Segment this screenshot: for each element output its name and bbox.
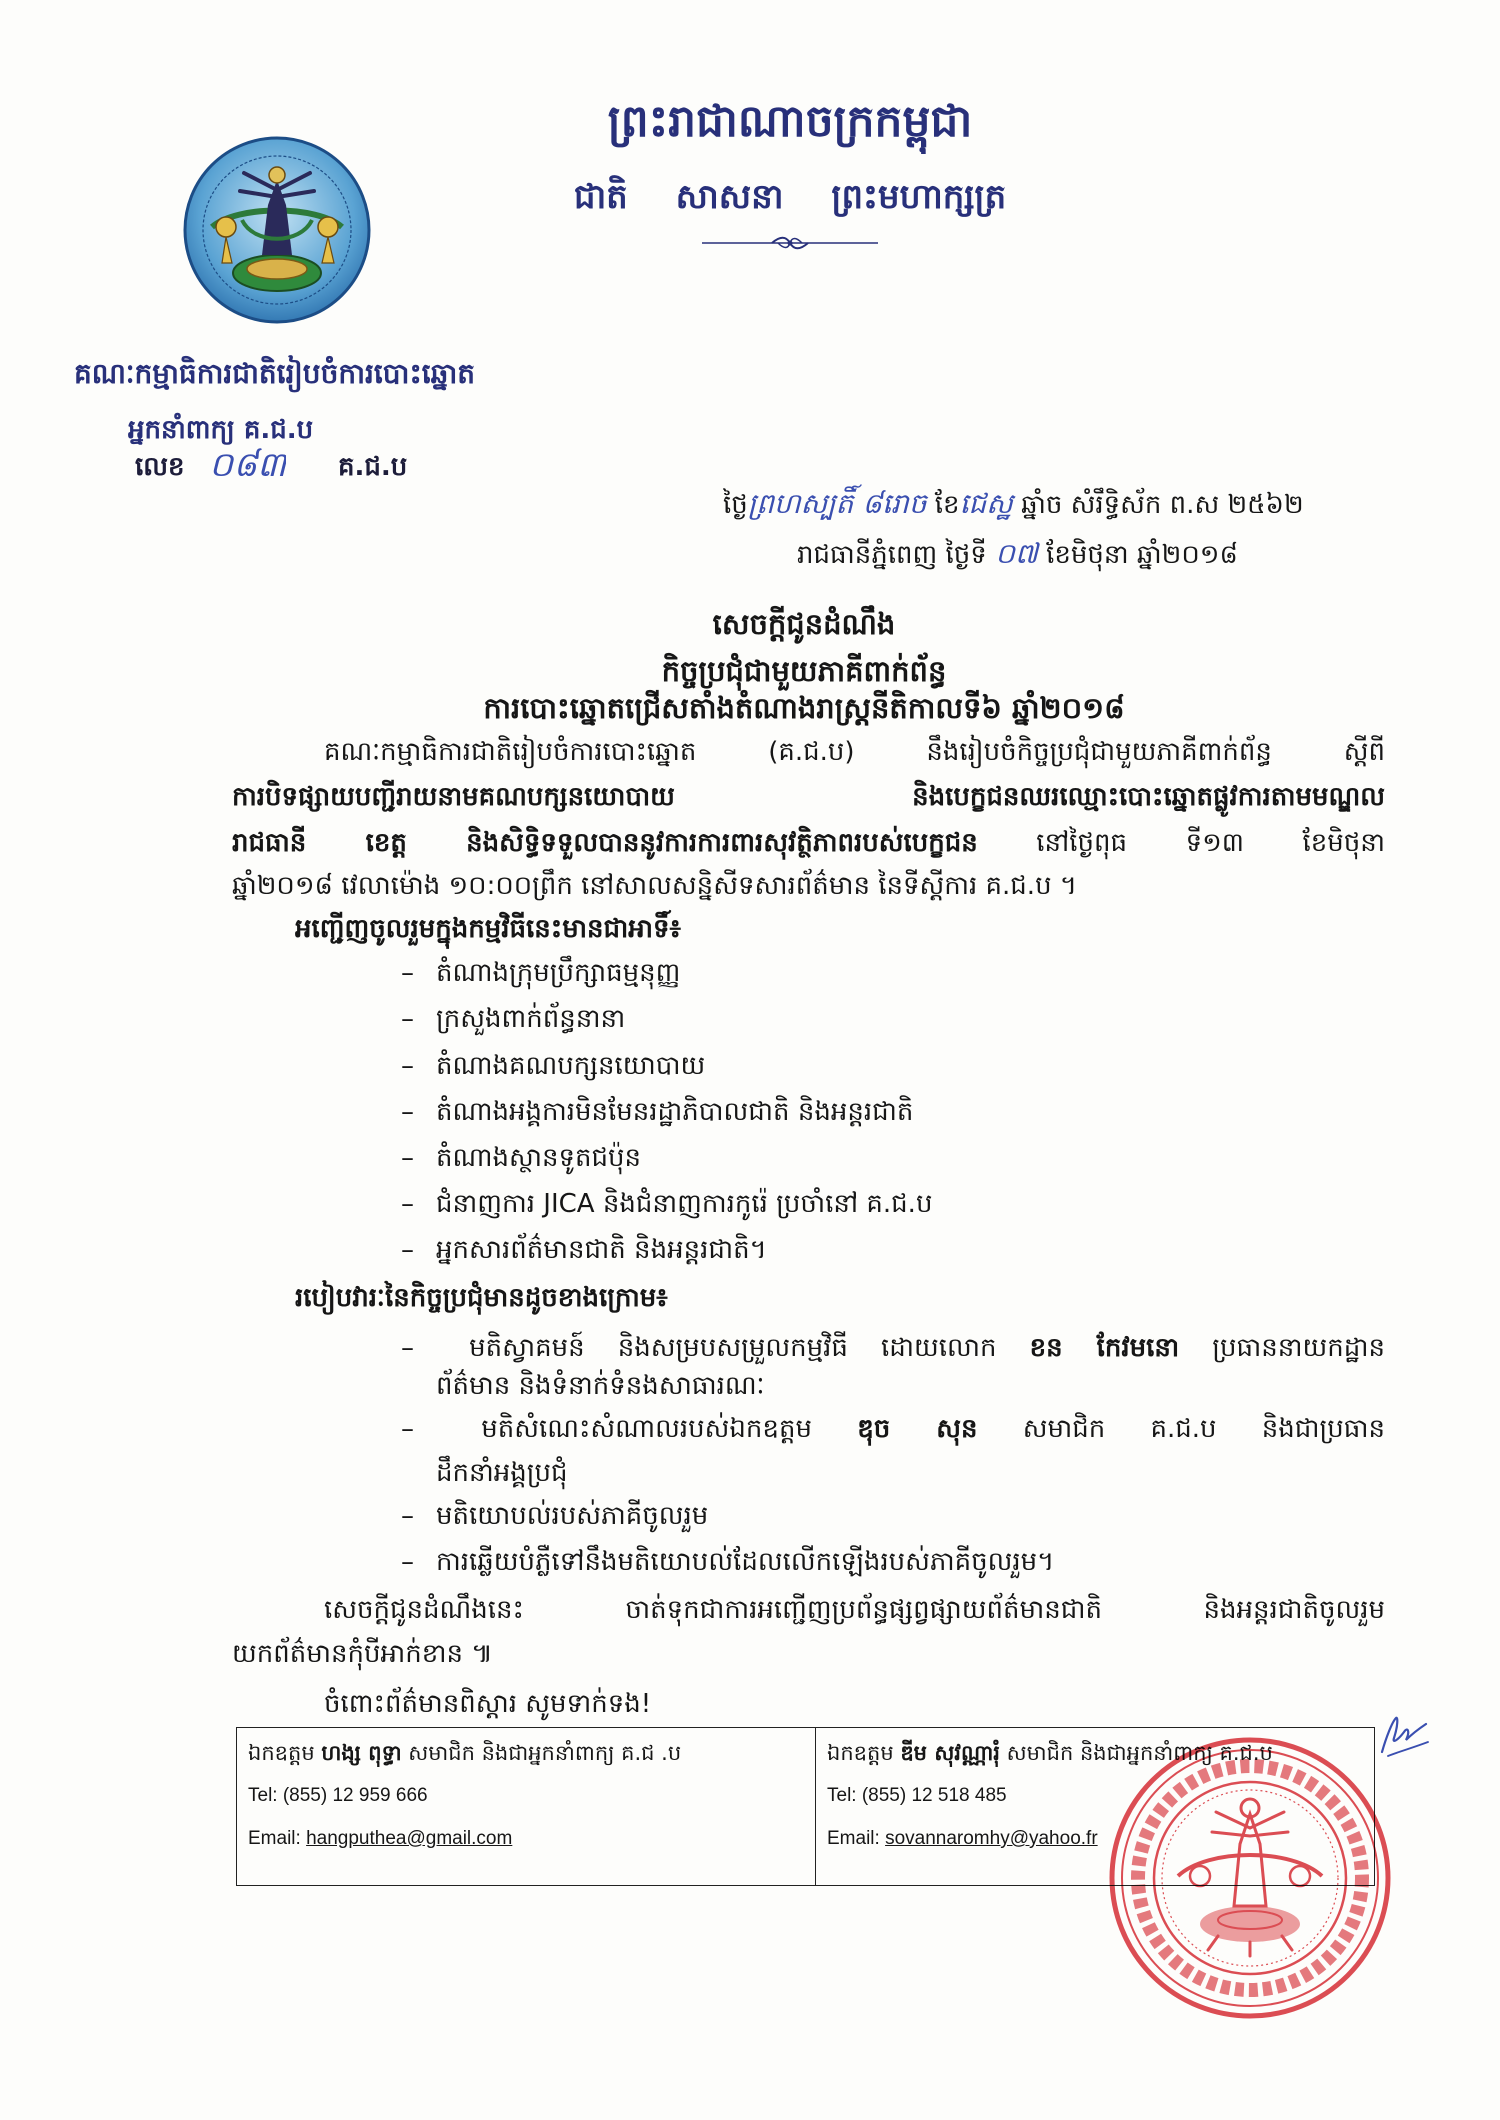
contact-note: ចំពោះព័ត៌មានពិស្តារ សូមទាក់ទង! xyxy=(324,1689,652,1719)
contact-role: សមាជិក និងជាអ្នកនាំពាក្យ គ.ជ.ប xyxy=(1006,1741,1273,1765)
agenda-item-opinions: – មតិយោបល់របស់ភាគីចូលរួម xyxy=(401,1496,1385,1536)
list-item: – តំណាងក្រុមប្រឹក្សាធម្មនុញ្ញ xyxy=(401,953,1385,993)
contact-title: ឯកឧត្តម xyxy=(248,1741,315,1765)
intro-line-1: គណៈកម្មាធិការជាតិរៀបចំការបោះឆ្នោត (គ.ជ.ប) នឹងរៀបចំកិច្ចប្រជុំជាមួយភាគីពាក់ព័ន្ធ ស្តីពី xyxy=(324,737,1385,767)
agenda-text: មតិស្វាគមន៍ និងសម្របសម្រួលកម្មវិធី ដោយលោក xyxy=(469,1333,997,1363)
contact-title: ឯកឧត្តម xyxy=(827,1741,894,1765)
kingdom-heading: ព្រះរាជាណាចក្រកម្ពុជា xyxy=(607,96,973,147)
notice-title: សេចក្តីជូនដំណឹង xyxy=(712,607,896,641)
closing-line-2: យកព័ត៌មានកុំបីអាក់ខាន ៕ xyxy=(232,1639,493,1669)
agenda-speaker-name: ខន កែវមនោ xyxy=(1029,1333,1180,1363)
agenda-text: មតិសំណេះសំណាលរបស់ឯកឧត្តម xyxy=(481,1414,812,1444)
lunar-month-handwritten: ជេស្ឋ xyxy=(959,487,1013,520)
agenda-heading: របៀបវារៈនៃកិច្ចប្រជុំមានដូចខាងក្រោម៖ xyxy=(295,1283,668,1313)
day-handwritten: ០៧ xyxy=(995,537,1038,570)
ornamental-divider xyxy=(700,234,880,252)
list-item: – តំណាងគណបក្សនយោបាយ xyxy=(401,1046,1385,1086)
list-item: – ក្រសួងពាក់ព័ន្ធនានា xyxy=(401,999,1385,1039)
election-title: ការបោះឆ្នោតជ្រើសតាំងតំណាងរាស្ត្រនីតិកាលទី៦ ឆ្នាំ២០១៨ xyxy=(483,691,1125,725)
agenda-item-remarks-continuation: ដឹកនាំអង្គប្រជុំ xyxy=(436,1458,568,1488)
spokesperson-office: អ្នកនាំពាក្យ គ.ជ.ប xyxy=(128,415,314,445)
month-year: ខែមិថុនា ឆ្នាំ២០១៨ xyxy=(1046,540,1238,570)
meeting-title: កិច្ចប្រជុំជាមួយភាគីពាក់ព័ន្ធ xyxy=(661,654,947,688)
contact-cell xyxy=(237,1728,816,1885)
agenda-text: សមាជិក គ.ជ.ប និងជាប្រធាន xyxy=(1022,1414,1385,1444)
solar-date-line xyxy=(797,534,1357,574)
official-seal-stamp xyxy=(1108,1736,1392,2020)
lunar-day-label: ថ្ងៃ xyxy=(723,490,748,520)
list-item: – តំណាងស្ថានទូតជប៉ុន xyxy=(401,1138,1385,1178)
lunar-month-label: ខែ xyxy=(934,490,960,520)
contact-role: សមាជិក និងជាអ្នកនាំពាក្យ គ.ជ .ប xyxy=(408,1741,682,1765)
contact-name: ឌីម សុវណ្ណារុំ xyxy=(900,1741,1000,1765)
place-label: រាជធានីភ្នំពេញ ថ្ងៃទី xyxy=(797,540,987,570)
lunar-day-handwritten: ព្រហស្បតិ៍ ៨រោច xyxy=(747,487,927,520)
intro-line-3-rest: នៅថ្ងៃពុធ ទី១៣ ខែមិថុនា xyxy=(1036,828,1385,858)
national-motto: ជាតិ សាសនា ព្រះមហាក្សត្រ xyxy=(573,177,1007,217)
agenda-item-remarks xyxy=(401,1409,1385,1449)
agenda-item-responses: – ការឆ្លើយបំភ្លឺទៅនឹងមតិយោបល់ដែលលើកឡើងរបស់ភាគីចូលរួម។ xyxy=(401,1542,1385,1582)
closing-line-1: សេចក្តីជូនដំណឹងនេះ ចាត់ទុកជាការអញ្ជើញប្រព័ន្ធផ្សព្វផ្សាយព័ត៌មានជាតិ និងអន្តរជាតិចូលរួម xyxy=(324,1595,1385,1625)
reference-label: លេខ xyxy=(135,452,185,482)
contact-name: ហង្ស ពុទ្ធា xyxy=(321,1741,402,1765)
agenda-item-welcome xyxy=(401,1328,1385,1368)
nec-logo xyxy=(182,135,372,325)
lunar-date-line xyxy=(723,484,1385,524)
contact-email: sovannaromhy@yahoo.fr xyxy=(885,1828,1098,1849)
intro-line-4: ឆ្នាំ២០១៨ វេលាម៉ោង ១០:០០ព្រឹក នៅសាលសន្និសីទសារព័ត៌មាន នៃទីស្តីការ គ.ជ.ប ។ xyxy=(232,871,1077,901)
agenda-speaker-name: ឌុច សុន xyxy=(857,1414,978,1444)
agenda-item-welcome-continuation: ព័ត៌មាន និងទំនាក់ទំនងសាធារណៈ xyxy=(436,1371,765,1401)
organization-name: គណៈកម្មាធិការជាតិរៀបចំការបោះឆ្នោត xyxy=(74,357,476,390)
email-label: Email: xyxy=(827,1828,880,1849)
contact-phone: Tel: (855) 12 518 485 xyxy=(827,1785,1007,1806)
intro-line-2: ការបិទផ្សាយបញ្ជីរាយនាមគណបក្សនយោបាយ និងបេក្ខជនឈរឈ្មោះបោះឆ្នោតផ្លូវការតាមមណ្ឌល xyxy=(232,782,1385,812)
list-item: – ជំនាញការ JICA និងជំនាញការកូរ៉េ ប្រចាំនៅ គ.ជ.ប xyxy=(401,1184,1385,1224)
intro-line-3-bold: រាជធានី ខេត្ត និងសិទ្ធិទទួលបាននូវការការពារសុវត្ថិភាពរបស់បេក្ខជន xyxy=(232,828,978,858)
contact-email-row xyxy=(248,1826,809,1852)
lunar-year: ឆ្នាំច សំរឹទ្ធិស័ក ព.ស ២៥៦២ xyxy=(1021,490,1304,520)
list-item: – អ្នកសារព័ត៌មានជាតិ និងអន្តរជាតិ។ xyxy=(401,1230,1385,1270)
contact-name-row xyxy=(248,1736,809,1770)
reference-number: ០៨៣ xyxy=(209,445,287,485)
list-item: – តំណាងអង្គការមិនមែនរដ្ឋាភិបាលជាតិ និងអន្តរជាតិ xyxy=(401,1092,1385,1132)
reference-suffix: គ.ជ.ប xyxy=(338,452,408,482)
agenda-text: ប្រធាននាយកដ្ឋាន xyxy=(1212,1333,1385,1363)
invitees-heading: អញ្ជើញចូលរួមក្នុងកម្មវិធីនេះមានជាអាទិ៍៖ xyxy=(295,914,681,944)
intro-line-3 xyxy=(232,823,1385,863)
contact-phone: Tel: (855) 12 959 666 xyxy=(248,1785,428,1806)
email-label: Email: xyxy=(248,1828,301,1849)
contact-email: hangputhea@gmail.com xyxy=(306,1828,513,1849)
